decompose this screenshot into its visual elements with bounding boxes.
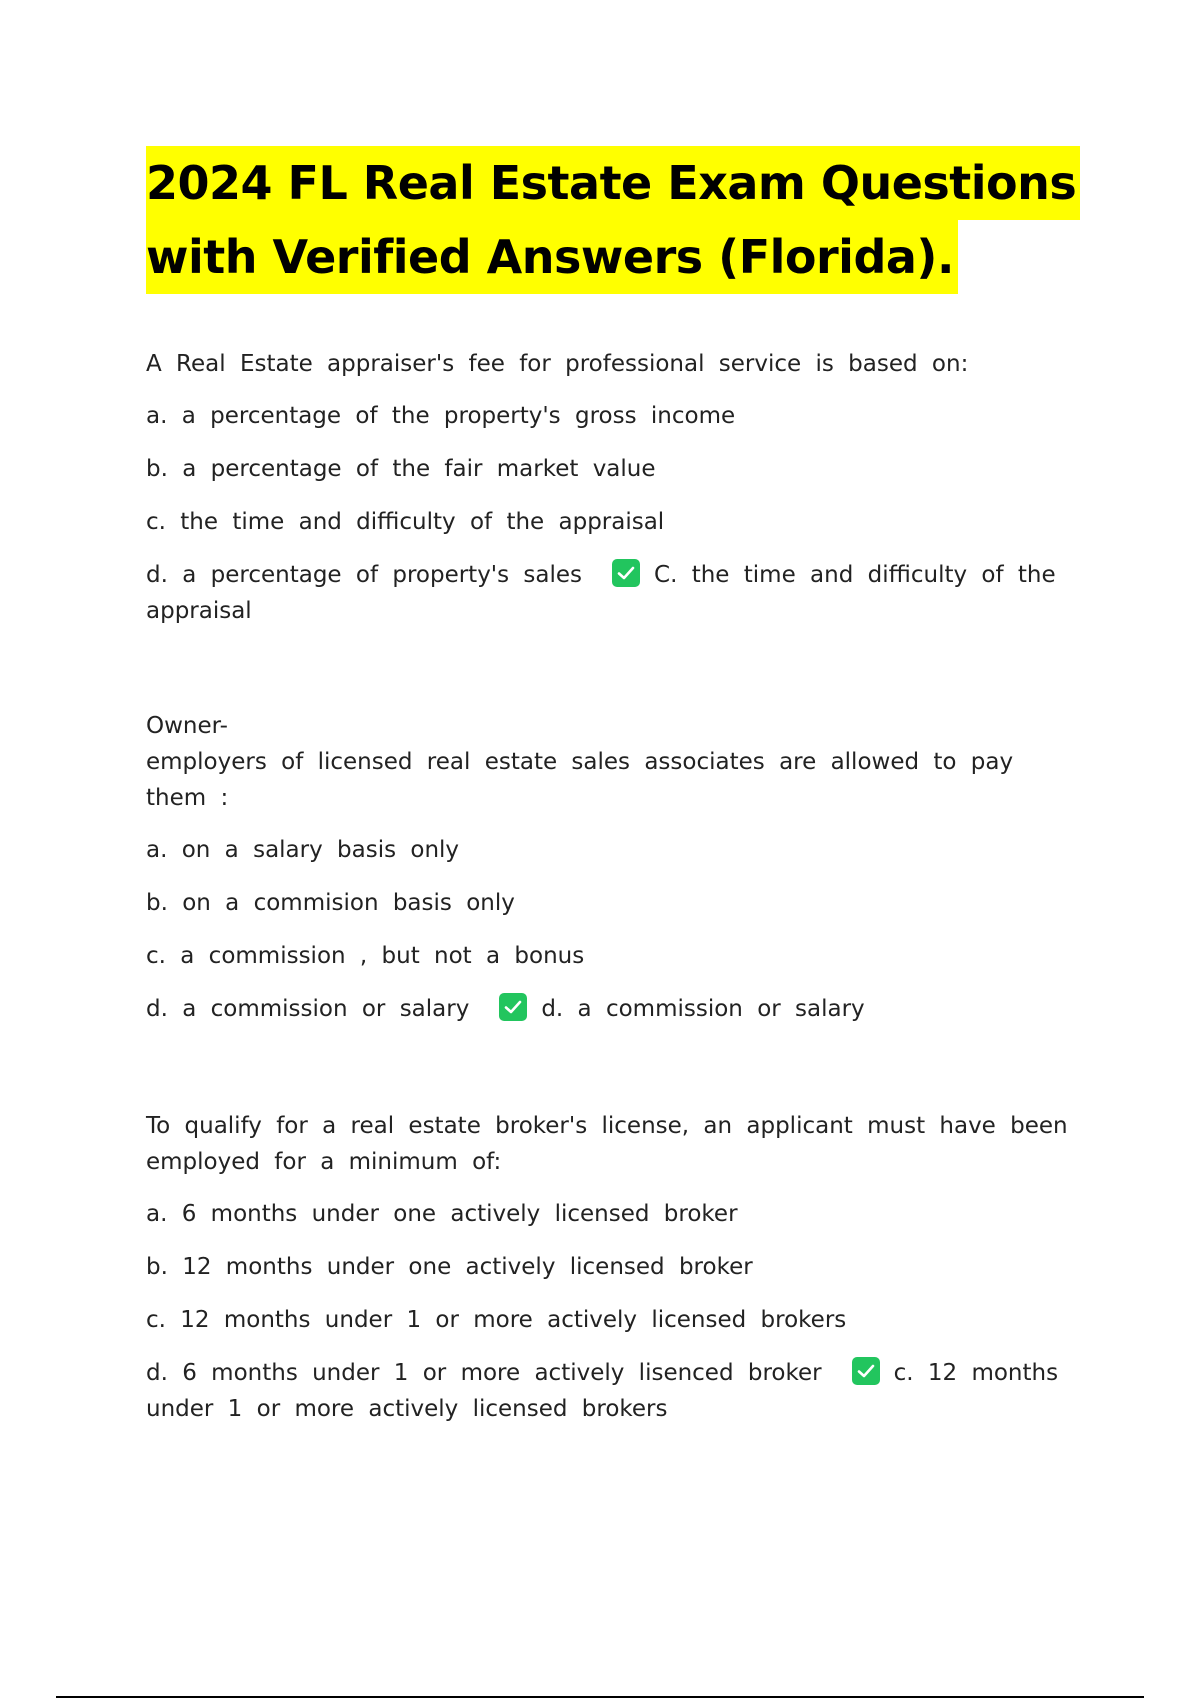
- question-2: [146, 708, 1086, 1027]
- option-c: c. 12 months under 1 or more actively licensed brokers: [146, 1307, 847, 1333]
- check-box-icon: [499, 993, 527, 1021]
- question-1: [146, 346, 1086, 629]
- question-text-prefix: Owner-: [146, 713, 228, 739]
- check-box-icon: [852, 1357, 880, 1385]
- correct-answer: c. 12 months under 1 or more actively licensed brokers: [146, 1360, 1059, 1422]
- correct-answer: C. the time and difficulty of the appraisal: [146, 562, 1056, 624]
- option-d-with-answer: [146, 991, 1086, 1027]
- option-d-with-answer: [146, 1355, 1086, 1427]
- title-line-1: 2024 FL Real Estate Exam Questions: [146, 146, 1080, 220]
- footer-divider: [56, 1696, 1144, 1698]
- document-title: [146, 146, 1077, 294]
- option-a: a. 6 months under one actively licensed broker: [146, 1201, 738, 1227]
- question-text: A Real Estate appraiser's fee for professional service is based on:: [146, 351, 969, 377]
- title-line-2: with Verified Answers (Florida).: [146, 220, 958, 294]
- option-b: b. 12 months under one actively licensed broker: [146, 1254, 753, 1280]
- option-d-with-answer: [146, 557, 1086, 629]
- option-d: d. a percentage of property's sales: [146, 562, 583, 588]
- option-c: c. a commission , but not a bonus: [146, 943, 585, 969]
- option-d: d. a commission or salary: [146, 996, 470, 1022]
- question-text: employers of licensed real estate sales associates are allowed to pay them :: [146, 749, 1014, 811]
- option-a: a. on a salary basis only: [146, 837, 460, 863]
- option-c: c. the time and difficulty of the appraisal: [146, 509, 665, 535]
- question-text: To qualify for a real estate broker's license, an applicant must have been employed for a minimum of:: [146, 1113, 1068, 1175]
- question-3: [146, 1108, 1086, 1427]
- correct-answer: d. a commission or salary: [541, 996, 865, 1022]
- option-a: a. a percentage of the property's gross income: [146, 403, 736, 429]
- option-b: b. a percentage of the fair market value: [146, 456, 656, 482]
- option-b: b. on a commision basis only: [146, 890, 515, 916]
- option-d: d. 6 months under 1 or more actively lisenced broker: [146, 1360, 822, 1386]
- check-box-icon: [612, 559, 640, 587]
